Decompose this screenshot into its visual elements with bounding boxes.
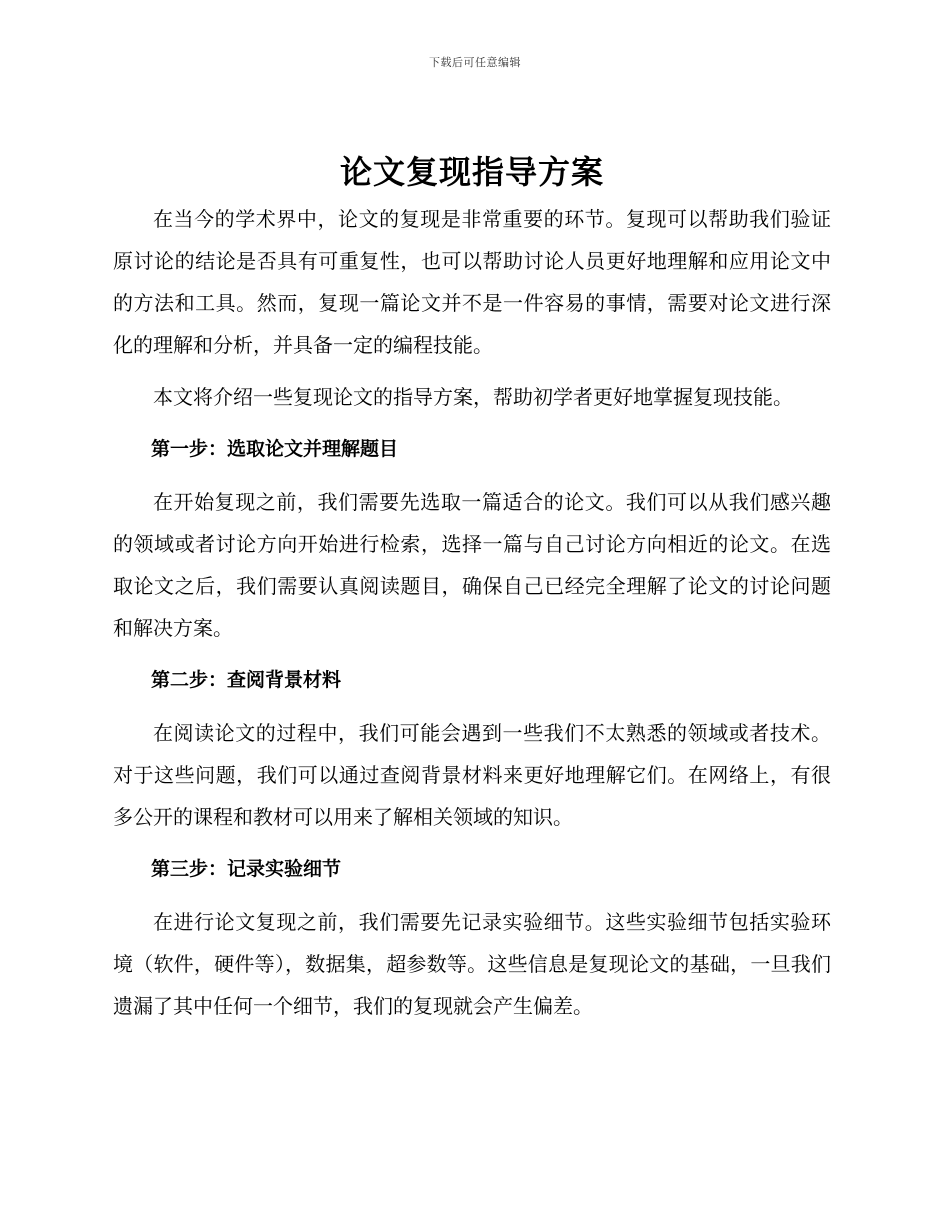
- step-2-paragraph: 在阅读论文的过程中，我们可能会遇到一些我们不太熟悉的领域或者技术。对于这些问题，我们可以通过查阅背景材料来更好地理解它们。在网络上，有很多公开的课程和教材可以用来了解相关领域的知识。: [113, 721, 831, 829]
- intro-paragraph-1: 在当今的学术界中，论文的复现是非常重要的环节。复现可以帮助我们验证原讨论的结论是否具有可重复性，也可以帮助讨论人员更好地理解和应用论文中的方法和工具。然而，复现一篇论文并不是一件容易的事情，需要对论文进行深化的理解和分析，并具备一定的编程技能。: [113, 207, 831, 357]
- intro-paragraph-2: 本文将介绍一些复现论文的指导方案，帮助初学者更好地掌握复现技能。: [153, 385, 793, 409]
- step-2-heading: 第二步：查阅背景材料: [151, 669, 342, 691]
- step-3-paragraph: 在进行论文复现之前，我们需要先记录实验细节。这些实验细节包括实验环境（软件，硬件等），数据集，超参数等。这些信息是复现论文的基础，一旦我们遗漏了其中任何一个细节，我们的复现就会产生偏差。: [113, 910, 831, 1018]
- step-1-paragraph: 在开始复现之前，我们需要先选取一篇适合的论文。我们可以从我们感兴趣的领域或者讨论方向开始进行检索，选择一篇与自己讨论方向相近的论文。在选取论文之后，我们需要认真阅读题目，确保自己已经完全理解了论文的讨论问题和解决方案。: [113, 490, 831, 640]
- document-body: [113, 148, 831, 1037]
- document-title: 论文复现指导方案: [339, 153, 604, 191]
- header-note: 下载后可任意编辑: [429, 56, 521, 69]
- step-3-heading: 第三步：记录实验细节: [151, 858, 342, 880]
- step-1-heading: 第一步：选取论文并理解题目: [151, 438, 399, 460]
